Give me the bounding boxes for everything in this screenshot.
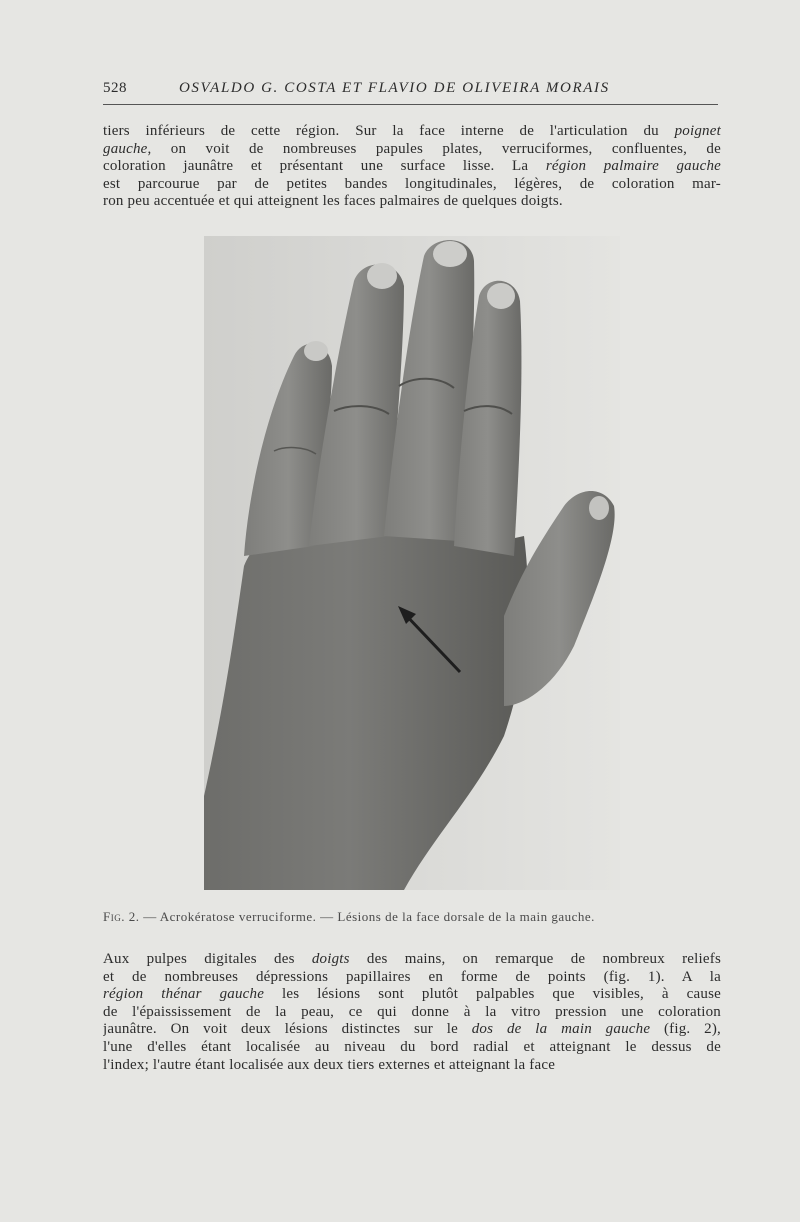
- text-line: jaunâtre. On voit deux lésions distinctes sur le dos de la main gauche (fig. 2),: [103, 1021, 721, 1038]
- figure-caption-text: — Acrokératose verruciforme. — Lésions de la face dorsale de la main gauche.: [139, 909, 595, 924]
- paragraph-bottom: [103, 951, 721, 1074]
- italic-term: région palmaire gauche: [545, 158, 721, 175]
- italic-term: dos de la main gauche: [471, 1021, 651, 1038]
- running-header: [103, 80, 718, 105]
- running-title: OSVALDO G. COSTA ET FLAVIO DE OLIVEIRA MORAIS: [179, 80, 610, 96]
- italic-term: gauche: [103, 140, 148, 157]
- text-line: coloration jaunâtre et présentant une surface lisse. La région palmaire gauche: [103, 158, 721, 175]
- italic-term: poignet: [674, 123, 721, 139]
- text-line: et de nombreuses dépressions papillaires en forme de points (fig. 1). A la: [103, 968, 721, 985]
- hand-photograph: [204, 236, 620, 890]
- figure-hand-photo: [204, 236, 620, 890]
- text-line: est parcourue par de petites bandes longitudinales, légères, de coloration mar-: [103, 175, 721, 192]
- text-line: région thénar gauche les lésions sont plutôt palpables que visibles, à cause: [103, 986, 721, 1003]
- text-line: gauche, on voit de nombreuses papules plates, verruciformes, confluentes, de: [103, 140, 721, 157]
- text-line: tiers inférieurs de cette région. Sur la face interne de l'articulation du poignet: [103, 123, 721, 139]
- text-line: de l'épaississement de la peau, ce qui donne à la vitro pression une coloration: [103, 1003, 721, 1020]
- text-line: l'une d'elles étant localisée au niveau du bord radial et atteignant le dessus de: [103, 1038, 721, 1055]
- text-line: l'index; l'autre étant localisée aux deux tiers externes et atteignant la face: [103, 1056, 556, 1073]
- figure-label: Fig. 2.: [103, 909, 140, 924]
- italic-term: région thénar gauche: [103, 986, 265, 1003]
- page-number: 528: [103, 80, 127, 96]
- paragraph-top: [103, 123, 721, 211]
- text-line: Aux pulpes digitales des doigts des mains, on remarque de nombreux reliefs: [103, 951, 721, 967]
- figure-caption: [103, 909, 723, 925]
- text-line: ron peu accentuée et qui atteignent les faces palmaires de quelques doigts.: [103, 193, 563, 210]
- italic-term: doigts: [311, 951, 350, 967]
